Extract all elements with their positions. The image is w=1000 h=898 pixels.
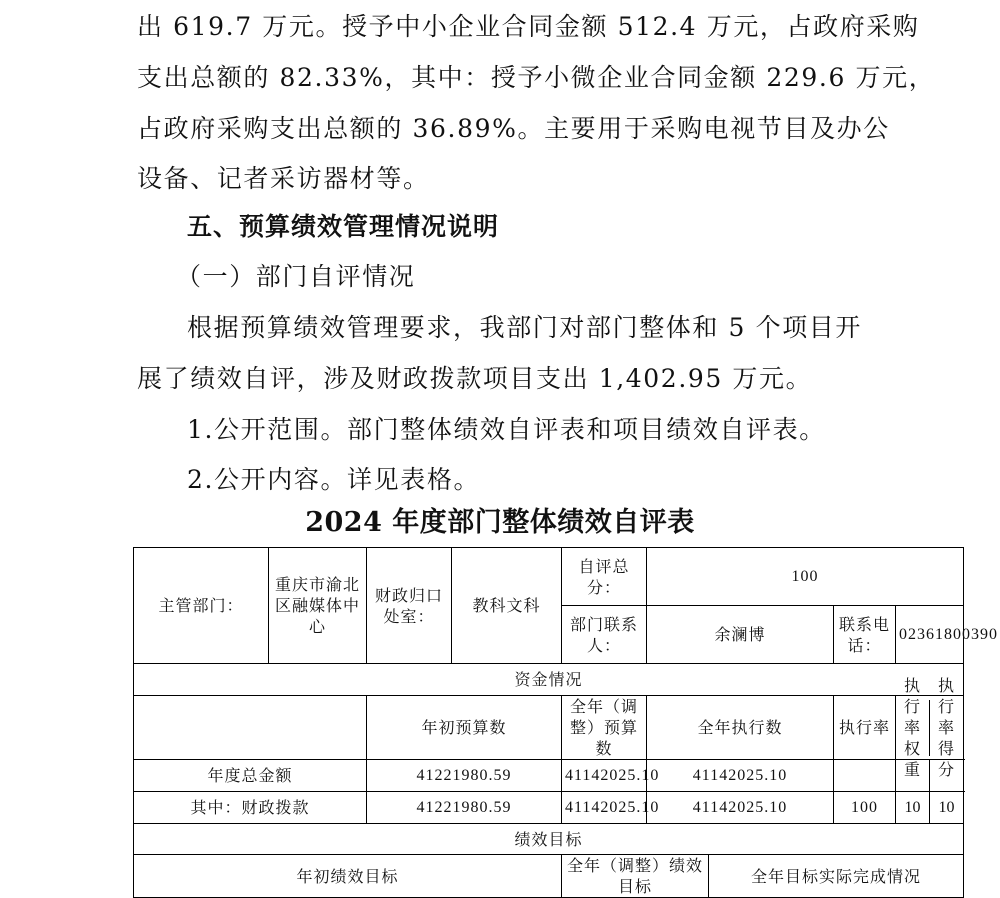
phone-value: 02361800390 [896,606,964,664]
col-header-pair [896,676,964,779]
section-heading: 五、预算绩效管理情况说明 [187,212,500,241]
table-row [134,792,964,824]
dept-label: 主管部门： [134,548,269,664]
performance-evaluation-table [133,547,998,898]
perf-col-header: 年初绩效目标 [134,855,562,898]
col-header: 执行率 [834,696,896,760]
col-header: 全年执行数 [647,696,834,760]
blank-header [134,696,367,760]
cell: 10 [938,799,955,816]
row-label: 年度总金额 [134,760,367,792]
col-header: 年初预算数 [367,696,562,760]
col-header: 全年（调整）预算数 [562,696,647,760]
score-label: 自评总分： [562,548,647,606]
cell: 41142025.10 [647,792,834,824]
cell [896,760,930,791]
perf-section-header: 绩效目标 [134,824,964,855]
phone-label: 联系电话： [834,606,896,664]
cell: 100 [834,792,896,824]
cell: 41142025.10 [647,760,834,792]
dept-value: 重庆市渝北区融媒体中心 [269,548,367,664]
cell [834,760,896,792]
cell [930,760,963,791]
cell: 41221980.59 [367,760,562,792]
paragraph-line: 占政府采购支出总额的 36.89%。主要用于采购电视节目及办公 [137,114,890,143]
perf-col-header: 全年目标实际完成情况 [709,855,964,898]
contact-label: 部门联系人： [562,606,647,664]
finance-value: 教科文科 [452,548,562,664]
cell: 41142025.10 [562,792,647,824]
col-header: 执行率权重 [896,700,930,756]
perf-col-header: 全年（调整）绩效目标 [562,855,709,898]
paragraph-line: 支出总额的 82.33%，其中：授予小微企业合同金额 229.6 万元， [137,63,936,92]
sub-heading: （一）部门自评情况 [176,262,416,291]
cell: 10 [896,792,930,823]
paragraph-line: 设备、记者采访器材等。 [137,164,430,193]
body-line: 展了绩效自评，涉及财政拨款项目支出 1,402.95 万元。 [137,364,813,393]
cell-pair [896,760,964,792]
body-line: 2.公开内容。详见表格。 [187,465,481,494]
row-label: 其中：财政拨款 [134,792,367,824]
cell-pair [896,792,964,824]
cell: 41142025.10 [562,760,647,792]
table-title: 2024 年度部门整体绩效自评表 [305,507,695,538]
body-line: 1.公开范围。部门整体绩效自评表和项目绩效自评表。 [187,415,826,444]
contact-value: 余澜博 [647,606,834,664]
table-row [134,760,964,792]
col-header: 执行率得分 [937,676,955,779]
funds-section-header: 资金情况 [134,664,964,696]
body-line: 根据预算绩效管理要求，我部门对部门整体和 5 个项目开 [187,313,863,342]
finance-label: 财政归口处室： [367,548,452,664]
score-value: 100 [647,548,964,606]
paragraph-line: 出 619.7 万元。授予中小企业合同金额 512.4 万元，占政府采购 [137,12,920,41]
cell: 41221980.59 [367,792,562,824]
